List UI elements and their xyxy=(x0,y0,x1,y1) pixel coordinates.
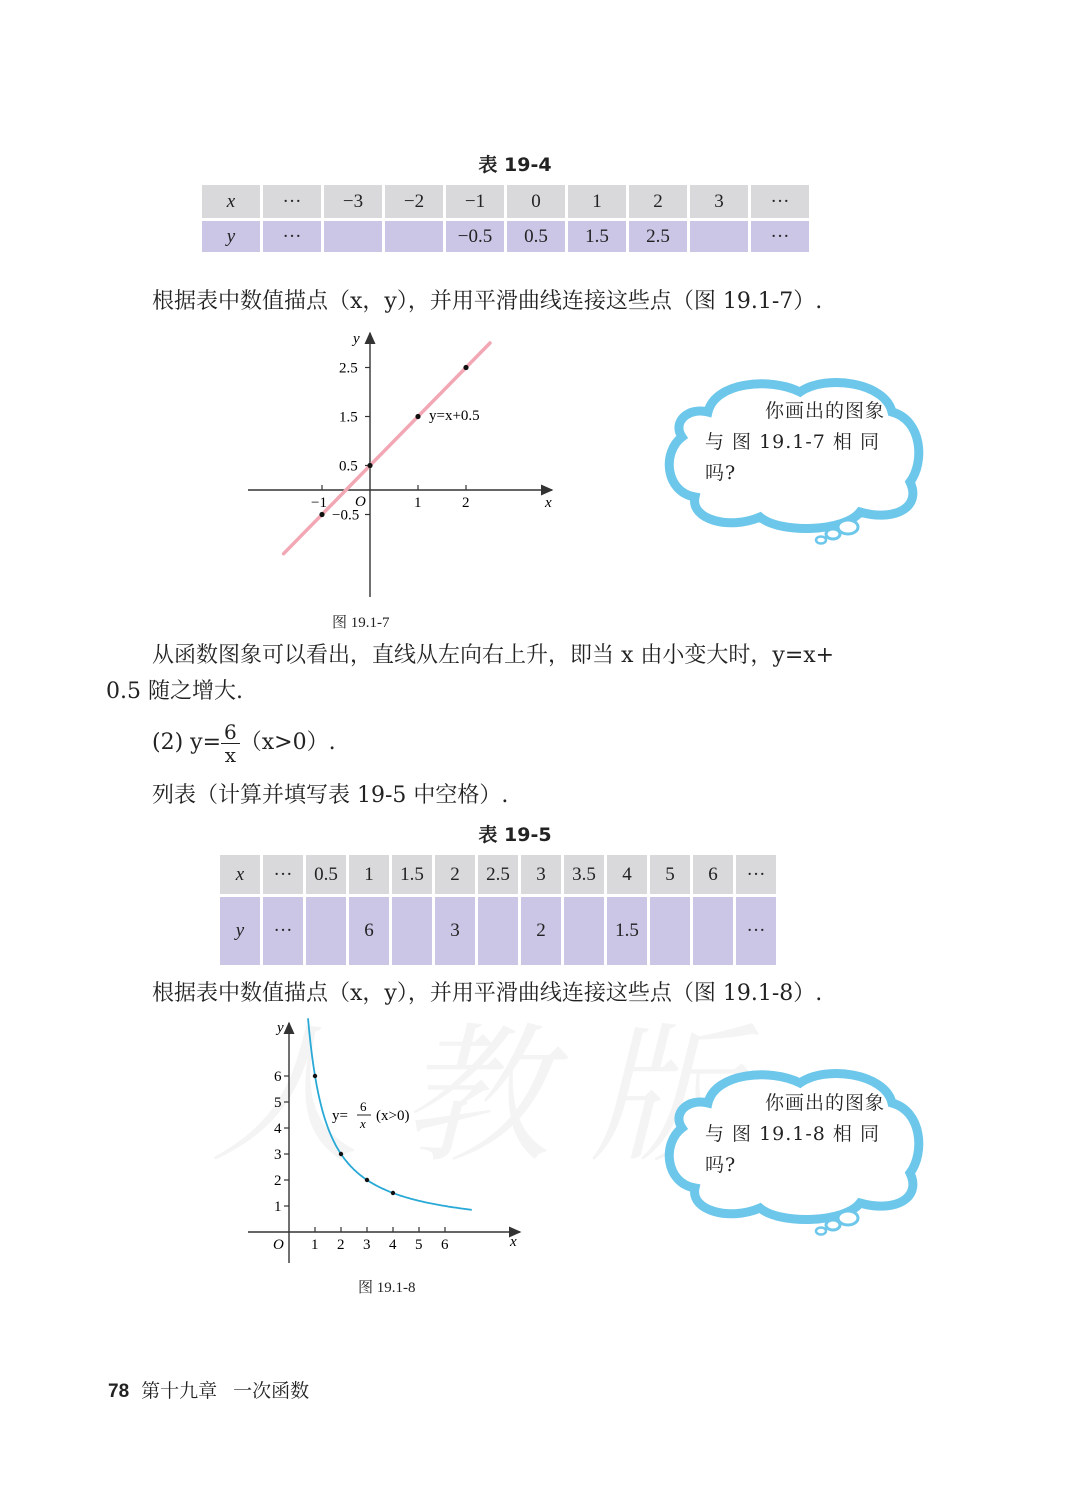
x-tick-label: 5 xyxy=(415,1237,423,1253)
y-cell xyxy=(306,897,346,965)
y-cell: 2.5 xyxy=(629,221,687,252)
data-point xyxy=(391,1191,395,1195)
table2-caption: 表 19-5 xyxy=(478,824,552,846)
table1-caption: 表 19-4 xyxy=(478,154,552,176)
x-cell: x xyxy=(202,185,260,218)
figure-19-1-7 xyxy=(240,325,570,610)
y-cell xyxy=(693,897,733,965)
y-cell xyxy=(690,221,748,252)
bubble1-line2: 与 图 19.1-7 相 同 xyxy=(705,431,880,453)
figure-19-1-8 xyxy=(240,1015,530,1270)
x-cell: ··· xyxy=(751,185,809,218)
table2-row-x xyxy=(220,855,776,894)
y-cell xyxy=(564,897,604,965)
data-point xyxy=(365,1178,369,1182)
x-tick-label: −1 xyxy=(311,495,327,511)
x-cell: 1 xyxy=(568,185,626,218)
y-tick-label: 0.5 xyxy=(339,458,358,475)
y-cell: ··· xyxy=(751,221,809,252)
item2-fraction xyxy=(221,721,240,766)
y-cell: ··· xyxy=(263,897,303,965)
y-cell: −0.5 xyxy=(446,221,504,252)
x-cell: 5 xyxy=(650,855,690,894)
figure1-caption: 图 19.1-7 xyxy=(332,615,390,631)
page-footer xyxy=(108,1376,309,1403)
table-19-4 xyxy=(199,182,812,255)
x-cell: 1 xyxy=(349,855,389,894)
data-point xyxy=(313,1074,317,1078)
chapter-label: 第十九章 xyxy=(141,1380,218,1402)
y-cell: 1.5 xyxy=(607,897,647,965)
bubble2-line3: 吗? xyxy=(705,1154,737,1176)
x-cell: x xyxy=(220,855,260,894)
y-tick-label: 5 xyxy=(274,1095,282,1111)
x-axis-label: x xyxy=(510,1234,517,1250)
x-cell: 1.5 xyxy=(392,855,432,894)
x-cell: 2 xyxy=(629,185,687,218)
curve-label-prefix: y= xyxy=(332,1108,348,1124)
table2-row-y xyxy=(220,897,776,965)
data-point xyxy=(415,414,420,419)
x-cell: −3 xyxy=(324,185,382,218)
paragraph-1: 根据表中数值描点（x，y），并用平滑曲线连接这些点（图 19.1-7）. xyxy=(152,289,823,314)
x-cell: ··· xyxy=(263,185,321,218)
x-axis-label: x xyxy=(545,495,552,511)
y-tick-label: 2.5 xyxy=(339,360,358,377)
x-cell: 0.5 xyxy=(306,855,346,894)
table-19-5 xyxy=(217,852,779,968)
bubble1-line3: 吗? xyxy=(705,462,737,484)
line-y-equals-x-plus-0-5 xyxy=(284,343,490,554)
x-tick-label: 3 xyxy=(363,1237,371,1253)
x-cell: 2 xyxy=(435,855,475,894)
bubble2-text xyxy=(705,1088,885,1181)
item2-suffix: （x>0）. xyxy=(239,730,336,755)
bubble2-line1: 你画出的图象 xyxy=(764,1092,885,1114)
y-axis-label: y xyxy=(277,1020,284,1036)
y-tick-label: 4 xyxy=(274,1121,282,1137)
origin-label: O xyxy=(355,494,366,510)
data-point xyxy=(339,1152,343,1156)
y-cell: y xyxy=(202,221,260,252)
y-cell: ··· xyxy=(736,897,776,965)
curve-label-den: x xyxy=(360,1116,366,1131)
x-tick-label: 1 xyxy=(414,495,422,511)
y-tick-label: 1 xyxy=(274,1199,282,1215)
x-cell: 3 xyxy=(690,185,748,218)
y-tick-label: 6 xyxy=(274,1069,282,1085)
y-cell: ··· xyxy=(263,221,321,252)
table-row-x xyxy=(202,185,809,218)
x-cell: 0 xyxy=(507,185,565,218)
x-cell: −2 xyxy=(385,185,443,218)
y-cell xyxy=(478,897,518,965)
origin-label: O xyxy=(273,1237,284,1253)
x-tick-label: 2 xyxy=(462,495,470,511)
bubble1-text xyxy=(705,396,885,489)
y-cell xyxy=(392,897,432,965)
y-tick-label: −0.5 xyxy=(332,507,360,524)
y-axis-label: y xyxy=(353,331,360,347)
curve-label xyxy=(332,1099,409,1131)
x-cell: 6 xyxy=(693,855,733,894)
curve-label-suffix: (x>0) xyxy=(376,1108,410,1124)
x-tick-label: 6 xyxy=(441,1237,449,1253)
data-point xyxy=(463,365,468,370)
y-cell xyxy=(650,897,690,965)
page-number: 78 xyxy=(108,1381,130,1402)
y-cell xyxy=(385,221,443,252)
data-point xyxy=(319,512,324,517)
figure2-caption: 图 19.1-8 xyxy=(358,1280,416,1296)
paragraph-2-line-2: 0.5 随之增大. xyxy=(106,679,243,704)
y-cell: y xyxy=(220,897,260,965)
y-tick-label: 2 xyxy=(274,1173,282,1189)
data-point xyxy=(367,463,372,468)
y-tick-label: 1.5 xyxy=(339,409,358,426)
y-cell: 2 xyxy=(521,897,561,965)
x-cell: ··· xyxy=(736,855,776,894)
x-cell: 4 xyxy=(607,855,647,894)
item-2 xyxy=(152,718,336,768)
x-cell: 2.5 xyxy=(478,855,518,894)
curve-label: y=x+0.5 xyxy=(429,408,480,424)
x-cell: 3 xyxy=(521,855,561,894)
bubble2-line2: 与 图 19.1-8 相 同 xyxy=(705,1123,880,1145)
paragraph-4: 根据表中数值描点（x，y），并用平滑曲线连接这些点（图 19.1-8）. xyxy=(152,981,823,1006)
paragraph-2-line-1: 从函数图象可以看出，直线从左向右上升，即当 x 由小变大时，y=x+ xyxy=(152,643,835,668)
x-cell: 3.5 xyxy=(564,855,604,894)
y-cell xyxy=(324,221,382,252)
x-tick-label: 2 xyxy=(337,1237,345,1253)
y-cell: 1.5 xyxy=(568,221,626,252)
x-tick-label: 4 xyxy=(389,1237,397,1253)
curve-label-num: 6 xyxy=(360,1099,367,1114)
item2-denominator: x xyxy=(224,742,237,767)
y-cell: 3 xyxy=(435,897,475,965)
item2-prefix: (2) y= xyxy=(152,730,222,755)
x-cell: ··· xyxy=(263,855,303,894)
y-tick-label: 3 xyxy=(274,1147,282,1163)
x-cell: −1 xyxy=(446,185,504,218)
x-tick-label: 1 xyxy=(311,1237,319,1253)
bubble1-line1: 你画出的图象 xyxy=(764,400,885,422)
paragraph-3: 列表（计算并填写表 19-5 中空格）. xyxy=(152,783,509,808)
item2-numerator: 6 xyxy=(221,721,240,744)
y-cell: 0.5 xyxy=(507,221,565,252)
y-cell: 6 xyxy=(349,897,389,965)
chapter-title: 一次函数 xyxy=(233,1380,310,1402)
table-row-y xyxy=(202,221,809,252)
